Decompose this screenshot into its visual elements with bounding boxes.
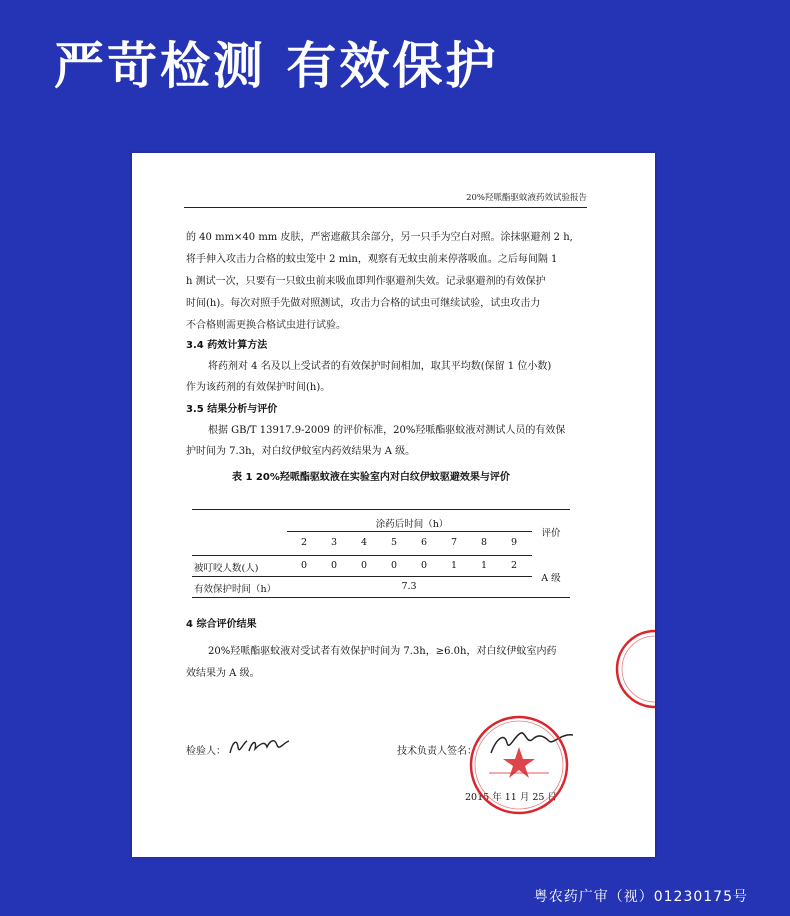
table-hour-cell: 2 bbox=[300, 537, 308, 548]
table-bottom-rule bbox=[192, 597, 570, 598]
table-title: 表 1 20%羟哌酯驱蚊液在实验室内对白纹伊蚊驱避效果与评价 bbox=[232, 472, 510, 483]
table-rating-header: 评价 bbox=[541, 528, 561, 539]
section-3-5-heading: 3.5 结果分析与评价 bbox=[186, 404, 278, 415]
ad-approval-number: 粤农药广审（视）01230175号 bbox=[533, 889, 748, 905]
section-4-heading: 4 综合评价结果 bbox=[186, 619, 257, 630]
table-protection-label: 有效保护时间（h） bbox=[194, 584, 277, 595]
section-3-4-line: 将药剂对 4 名及以上受试者的有效保护时间相加，取其平均数(保留 1 位小数) bbox=[208, 361, 552, 372]
paragraph-line: 不合格则需更换合格试虫进行试验。 bbox=[186, 320, 346, 331]
inspector-label: 检验人： bbox=[186, 746, 226, 757]
table-group-rule bbox=[287, 531, 532, 532]
tech-supervisor-label: 技术负责人签名： bbox=[397, 746, 477, 757]
table-hour-cell: 6 bbox=[420, 537, 428, 548]
table-hour-cell: 4 bbox=[360, 537, 368, 548]
table-hour-cell: 9 bbox=[510, 537, 518, 548]
table-header-rule bbox=[192, 555, 532, 556]
table-bitten-cell: 0 bbox=[420, 560, 428, 571]
table-hour-cell: 5 bbox=[390, 537, 398, 548]
test-report-page bbox=[132, 153, 655, 857]
table-bitten-cell: 1 bbox=[480, 560, 488, 571]
edge-stamp bbox=[608, 629, 655, 709]
table-hour-cell: 8 bbox=[480, 537, 488, 548]
paragraph-line: 时间(h)。每次对照手先做对照测试，攻击力合格的试虫可继续试验，试虫攻击力 bbox=[186, 298, 541, 309]
table-protection-value: 7.3 bbox=[401, 581, 417, 592]
report-date: 2015 年 11 月 25 日 bbox=[465, 792, 557, 803]
section-3-5-line: 根据 GB/T 13917.9-2009 的评价标准，20%羟哌酯驱蚊液对测试人员的有效保 bbox=[208, 425, 566, 436]
section-3-4-heading: 3.4 药效计算方法 bbox=[186, 340, 268, 351]
paragraph-line: h 测试一次，只要有一只蚊虫前来吸血即判作驱避剂失效。记录驱避剂的有效保护 bbox=[186, 276, 546, 287]
section-4-line: 效结果为 A 级。 bbox=[186, 668, 260, 679]
section-4-line: 20%羟哌酯驱蚊液对受试者有效保护时间为 7.3h，≥6.0h，对白纹伊蚊室内药 bbox=[208, 646, 557, 657]
table-hour-cell: 7 bbox=[450, 537, 458, 548]
table-bitten-cell: 0 bbox=[360, 560, 368, 571]
section-3-5-line: 护时间为 7.3h，对白纹伊蚊室内药效结果为 A 级。 bbox=[186, 446, 416, 457]
inspector-signature bbox=[227, 733, 293, 759]
table-rating-value: A 级 bbox=[541, 573, 561, 584]
table-bitten-cell: 2 bbox=[510, 560, 518, 571]
table-bitten-cell: 0 bbox=[300, 560, 308, 571]
table-hour-cell: 3 bbox=[330, 537, 338, 548]
section-3-4-line: 作为该药剂的有效保护时间(h)。 bbox=[186, 382, 331, 393]
official-stamp bbox=[467, 713, 571, 817]
table-bitten-cell: 0 bbox=[330, 560, 338, 571]
paragraph-line: 的 40 mm×40 mm 皮肤，严密遮蔽其余部分，另一只手为空白对照。涂抹驱避剂 2 h, bbox=[186, 232, 573, 243]
table-bitten-cell: 0 bbox=[390, 560, 398, 571]
table-group-header: 涂药后时间（h） bbox=[375, 519, 449, 530]
paragraph-line: 将手伸入攻击力合格的蚊虫笼中 2 min，观察有无蚊虫前来停落吸血。之后每间隔 1 bbox=[186, 254, 558, 265]
table-row-rule bbox=[192, 576, 532, 577]
running-header: 20%羟哌酯驱蚊液药效试验报告 bbox=[466, 193, 587, 203]
table-bitten-cell: 1 bbox=[450, 560, 458, 571]
table-top-rule bbox=[192, 509, 570, 510]
table-bitten-label: 被叮咬人数(人) bbox=[194, 563, 259, 574]
headline: 严苛检测 有效保护 bbox=[54, 37, 499, 95]
header-rule bbox=[184, 207, 587, 208]
